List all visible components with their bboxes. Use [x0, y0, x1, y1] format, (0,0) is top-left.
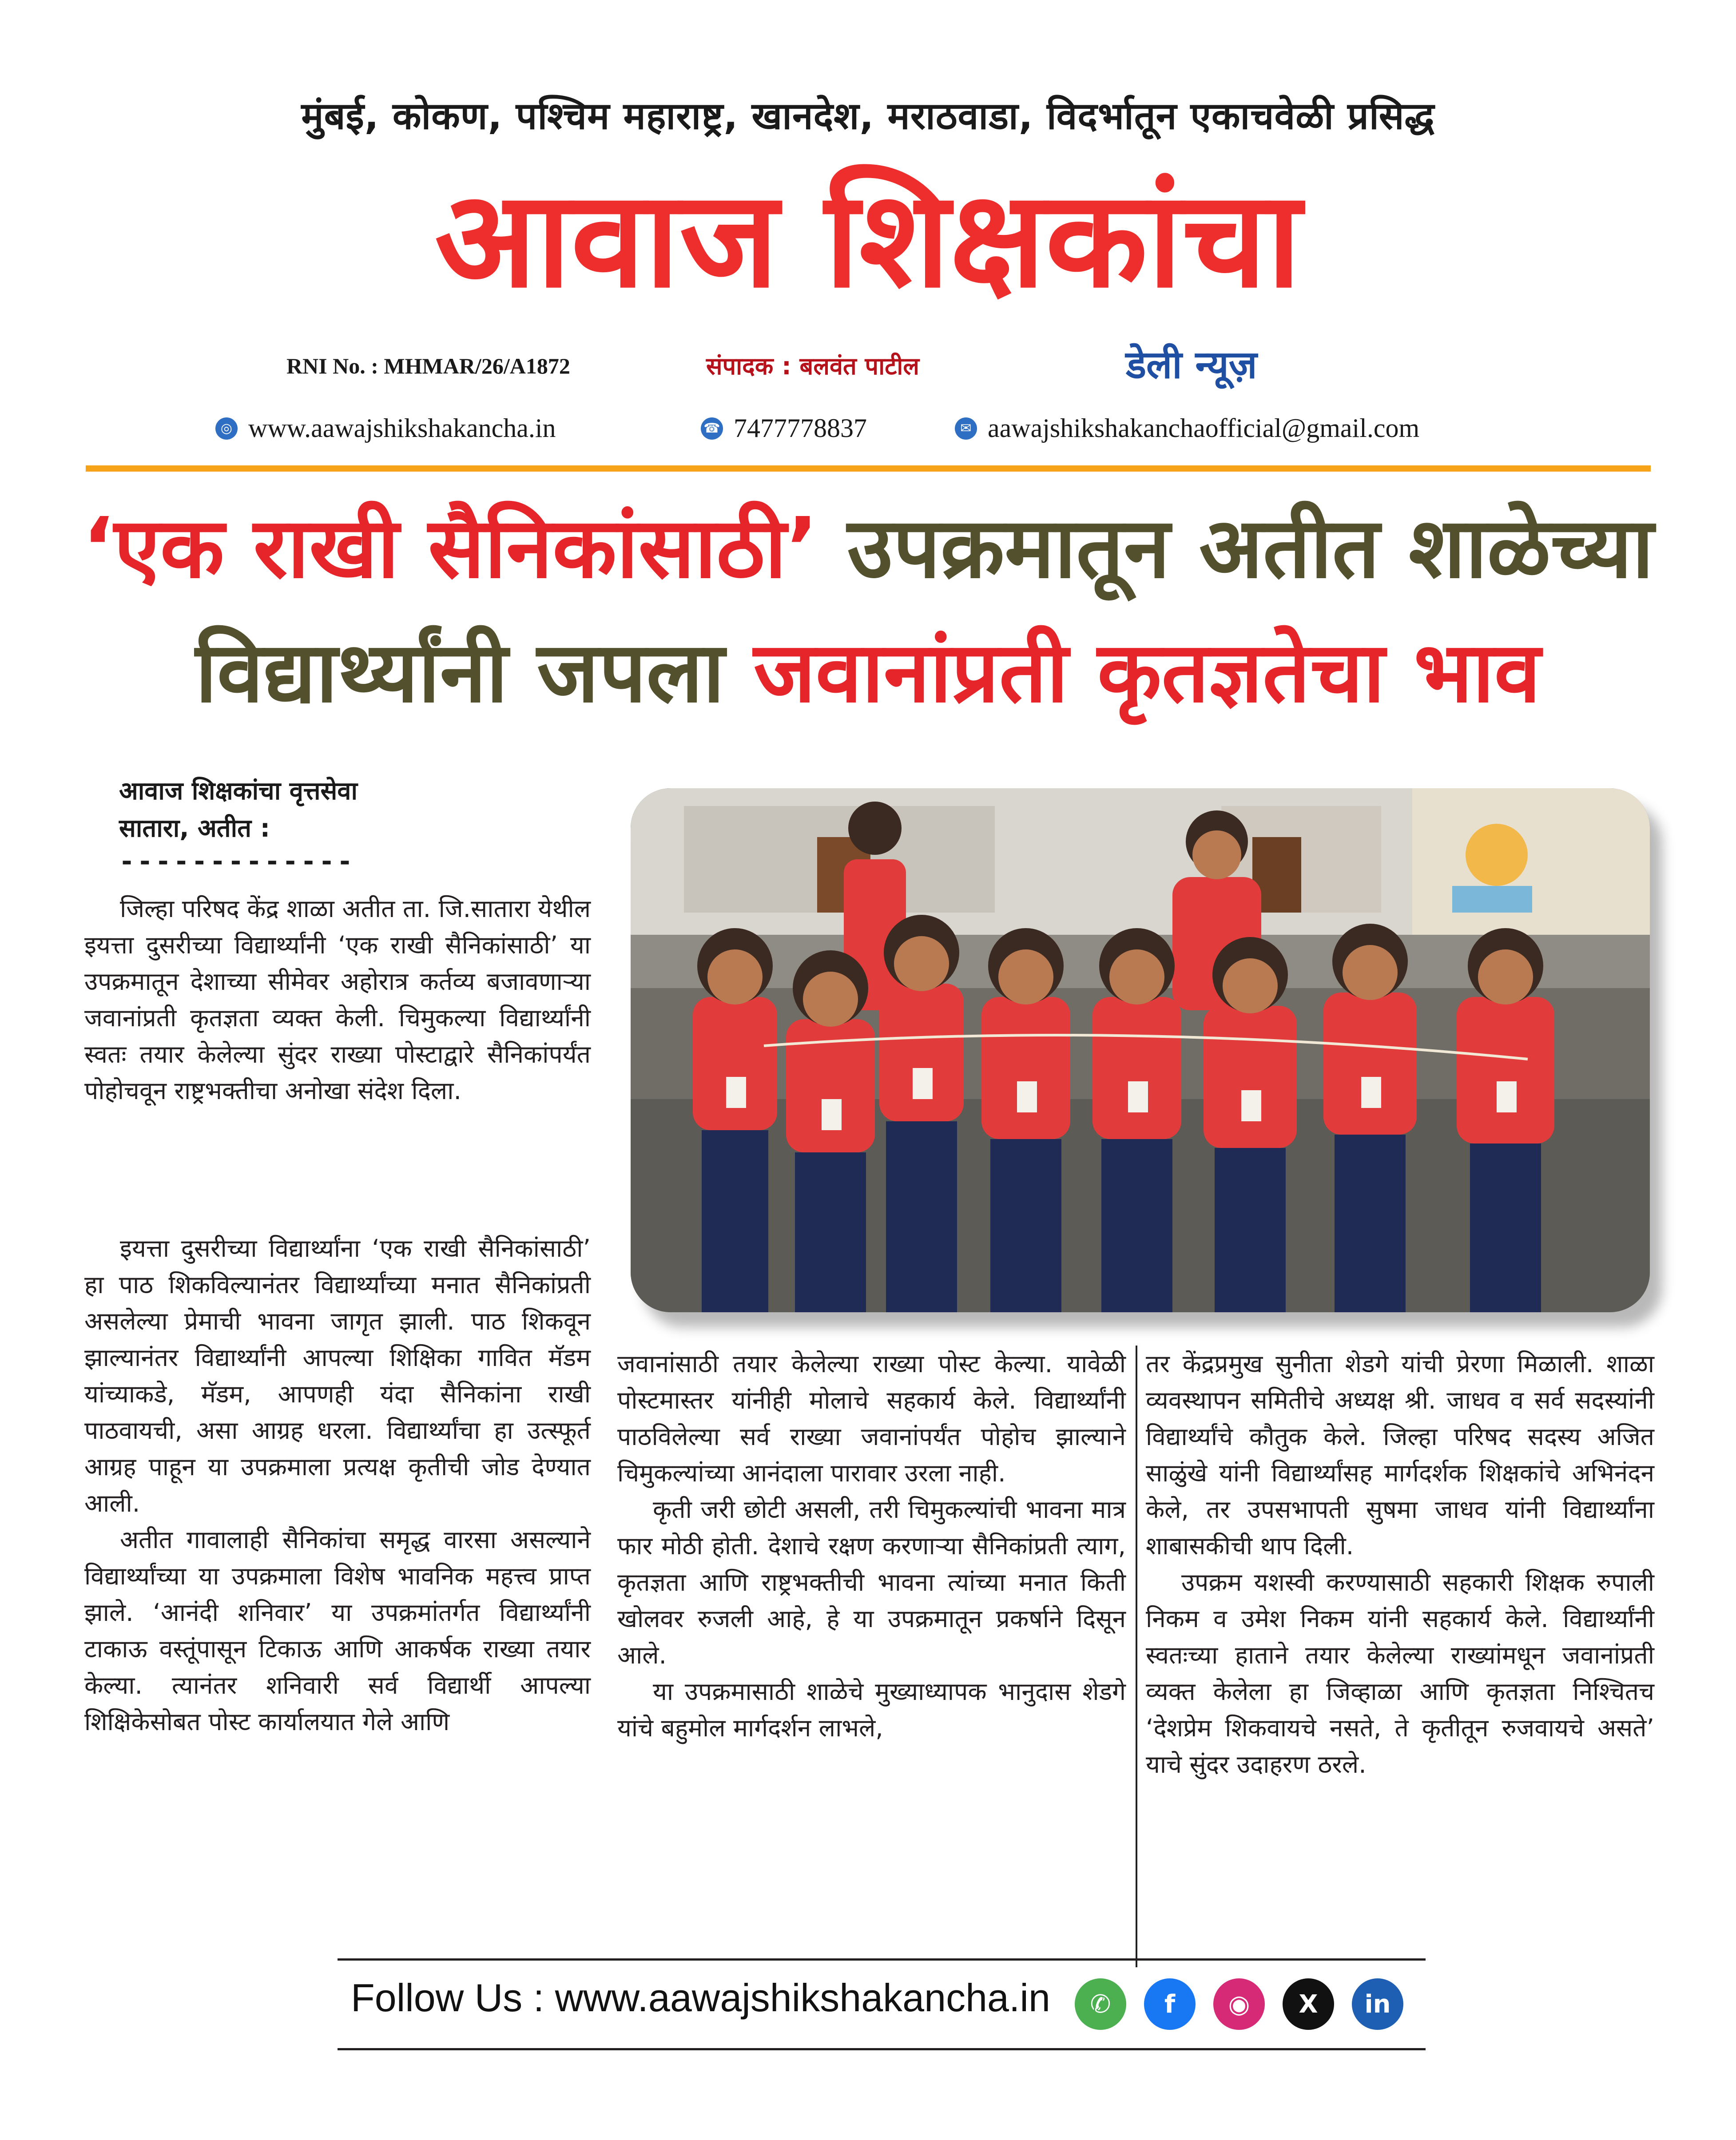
x-icon[interactable]: X [1283, 1978, 1334, 2030]
instagram-icon[interactable]: ◉ [1213, 1978, 1265, 2030]
email-contact[interactable] [955, 413, 1419, 444]
editor-credit: संपादक : बलवंत पाटील [706, 352, 920, 380]
article-paragraph: जवानांसाठी तयार केलेल्या राख्या पोस्ट केल्या. यावेळी पोस्टमास्तर यांनीही मोलाचे सहकार्य केले. विद्यार्थ्यांनी पाठविलेल्या सर्व राख्या जवानांपर्यंत पोहोच झाल्याने चिमुकल्यांच्या आनंदाला पारावार उरला नाही. [617, 1350, 1126, 1487]
phone-text: 7477778837 [734, 413, 867, 443]
header-divider [86, 465, 1651, 472]
byline [119, 773, 358, 847]
article-paragraph: उपक्रम यशस्वी करण्यासाठी सहकारी शिक्षक रुपाली निकम व उमेश निकम यांनी सहकार्य केले. विद्यार्थ्यांनी स्वतःच्या हाताने तयार केलेल्या राख्यांमधून जवानांप्रती व्यक्त केलेला हा जिव्हाळा आणि कृतज्ञता निश्चितच ‘देशप्रेम शिकवायचे नसते, ते कृतीतून रुजवायचे असते’ याचे सुंदर उदाहरण ठरले. [1146, 1568, 1654, 1779]
column-divider [1136, 1346, 1137, 1967]
mail-icon: ✉ [955, 417, 977, 440]
linkedin-icon[interactable]: in [1352, 1978, 1403, 2030]
edition-label: डेली न्यूज़ [1126, 343, 1257, 387]
facebook-icon[interactable]: f [1144, 1978, 1196, 2030]
students-photo-illustration [631, 788, 1650, 1312]
website-contact[interactable] [215, 413, 556, 444]
phone-contact[interactable] [701, 413, 867, 444]
headline-line2-start: विद्यार्थ्यांनी जपला [195, 624, 754, 721]
article-paragraph: तर केंद्रप्रमुख सुनीता शेडगे यांची प्रेरणा मिळाली. शाळा व्यवस्थापन समितीचे अध्यक्ष श्री. जाधव व सर्व सदस्यांनी विद्यार्थ्यांचे कौतुक केले. जिल्हा परिषद सदस्य अजित साळुंखे यांनी विद्यार्थ्यांसह मार्गदर्शक शिक्षकांचे अभिनंदन केले, तर उपसभापती सुषमा जाधव यांनी विद्यार्थ्यांना शाबासकीची थाप दिली. [1146, 1350, 1654, 1560]
footer-rule-bottom [338, 2048, 1426, 2050]
phone-icon: ☎ [701, 417, 723, 440]
article-paragraph: इयत्ता दुसरीच्या विद्यार्थ्यांना ‘एक राखी सैनिकांसाठी’ हा पाठ शिकविल्यानंतर विद्यार्थ्यांच्या मनात सैनिकांप्रती असलेल्या प्रेमाची भावना जागृत झाली. पाठ शिकवून झाल्यानंतर विद्यार्थ्यांनी आपल्या शिक्षिका गावित मॅडम यांच्याकडे, मॅडम, आपणही यंदा सैनिकांना राखी पाठवायची, असा आग्रह धरला. विद्यार्थ्यांचा हा उत्स्फूर्त आग्रह पाहून या उपक्रमाला प्रत्यक्ष कृतीची जोड देण्यात आली. [84, 1234, 591, 1517]
article-column-2 [617, 1346, 1126, 1746]
rni-number: RNI No. : MHMAR/26/A1872 [286, 353, 570, 378]
article-paragraph: जिल्हा परिषद केंद्र शाळा अतीत ता. जि.सातारा येथील इयत्ता दुसरीच्या विद्यार्थ्यांनी ‘एक राखी सैनिकांसाठी’ या उपक्रमातून देशाच्या सीमेवर अहोरात्र कर्तव्य बजावणाऱ्या जवानांप्रती कृतज्ञता व्यक्त केली. चिमुकल्या विद्यार्थ्यांनी स्वतः तयार केलेल्या सुंदर राख्या पोस्टाद्वारे सैनिकांपर्यंत पोहोचवून राष्ट्रभक्तीचा अनोखा संदेश दिला. [84, 894, 591, 1105]
headline-quote: ‘एक राखी सैनिकांसाठी’ [82, 500, 818, 597]
article-column-3 [1146, 1346, 1654, 1783]
headline-line-2 [0, 619, 1736, 726]
article-paragraph: अतीत गावालाही सैनिकांचा समृद्ध वारसा असल्याने विद्यार्थ्यांच्या या उपक्रमाला विशेष भावनिक महत्त्व प्राप्त झाले. ‘आनंदी शनिवार’ या उपक्रमांतर्गत विद्यार्थ्यांनी टाकाऊ वस्तूंपासून टिकाऊ आणि आकर्षक राख्या तयार केल्या. त्यानंतर शनिवारी सर्व विद्यार्थी आपल्या शिक्षिकेसोबत पोस्ट कार्यालयात गेले आणि [84, 1525, 591, 1736]
article-paragraph: या उपक्रमासाठी शाळेचे मुख्याध्यापक भानुदास शेडगे यांचे बहुमोल मार्गदर्शन लाभले, [617, 1677, 1126, 1742]
headline-line1-rest: उपक्रमातून अतीत शाळेच्या [818, 500, 1654, 597]
globe-icon: ◎ [215, 417, 238, 440]
byline-place: सातारा, अतीत : [119, 814, 270, 843]
website-text: www.aawajshikshakancha.in [248, 413, 556, 443]
follow-us-link[interactable]: Follow Us : www.aawajshikshakancha.in [351, 1976, 1050, 2020]
masthead-title: आवाज शिक्षकांचा [434, 162, 1302, 317]
headline-highlight: जवानांप्रती कृतज्ञतेचा भाव [753, 624, 1541, 721]
article-paragraph: कृती जरी छोटी असली, तरी चिमुकल्यांची भावना मात्र फार मोठी होती. देशाचे रक्षण करणाऱ्या सैनिकांप्रती त्याग, कृतज्ञता आणि राष्ट्रभक्तीची भावना त्यांच्या मनात किती खोलवर रुजली आहे, हे या उपक्रमातून प्रकर्षाने दिसून आले. [617, 1495, 1126, 1669]
byline-agency: आवाज शिक्षकांचा वृत्तसेवा [119, 777, 358, 806]
news-photo [631, 788, 1650, 1312]
byline-separator: ------------- [119, 846, 355, 876]
footer-rule-top [338, 1958, 1426, 1961]
article-column-1-bottom [84, 1230, 591, 1740]
headline-line-1 [0, 495, 1736, 602]
article-column-1-top [84, 890, 591, 1109]
tagline: मुंबई, कोकण, पश्चिम महाराष्ट्र, खानदेश, मराठवाडा, विदर्भातून एकाचवेळी प्रसिद्ध [301, 94, 1435, 138]
whatsapp-icon[interactable]: ✆ [1075, 1978, 1126, 2030]
email-text: aawajshikshakanchaofficial@gmail.com [988, 413, 1420, 443]
